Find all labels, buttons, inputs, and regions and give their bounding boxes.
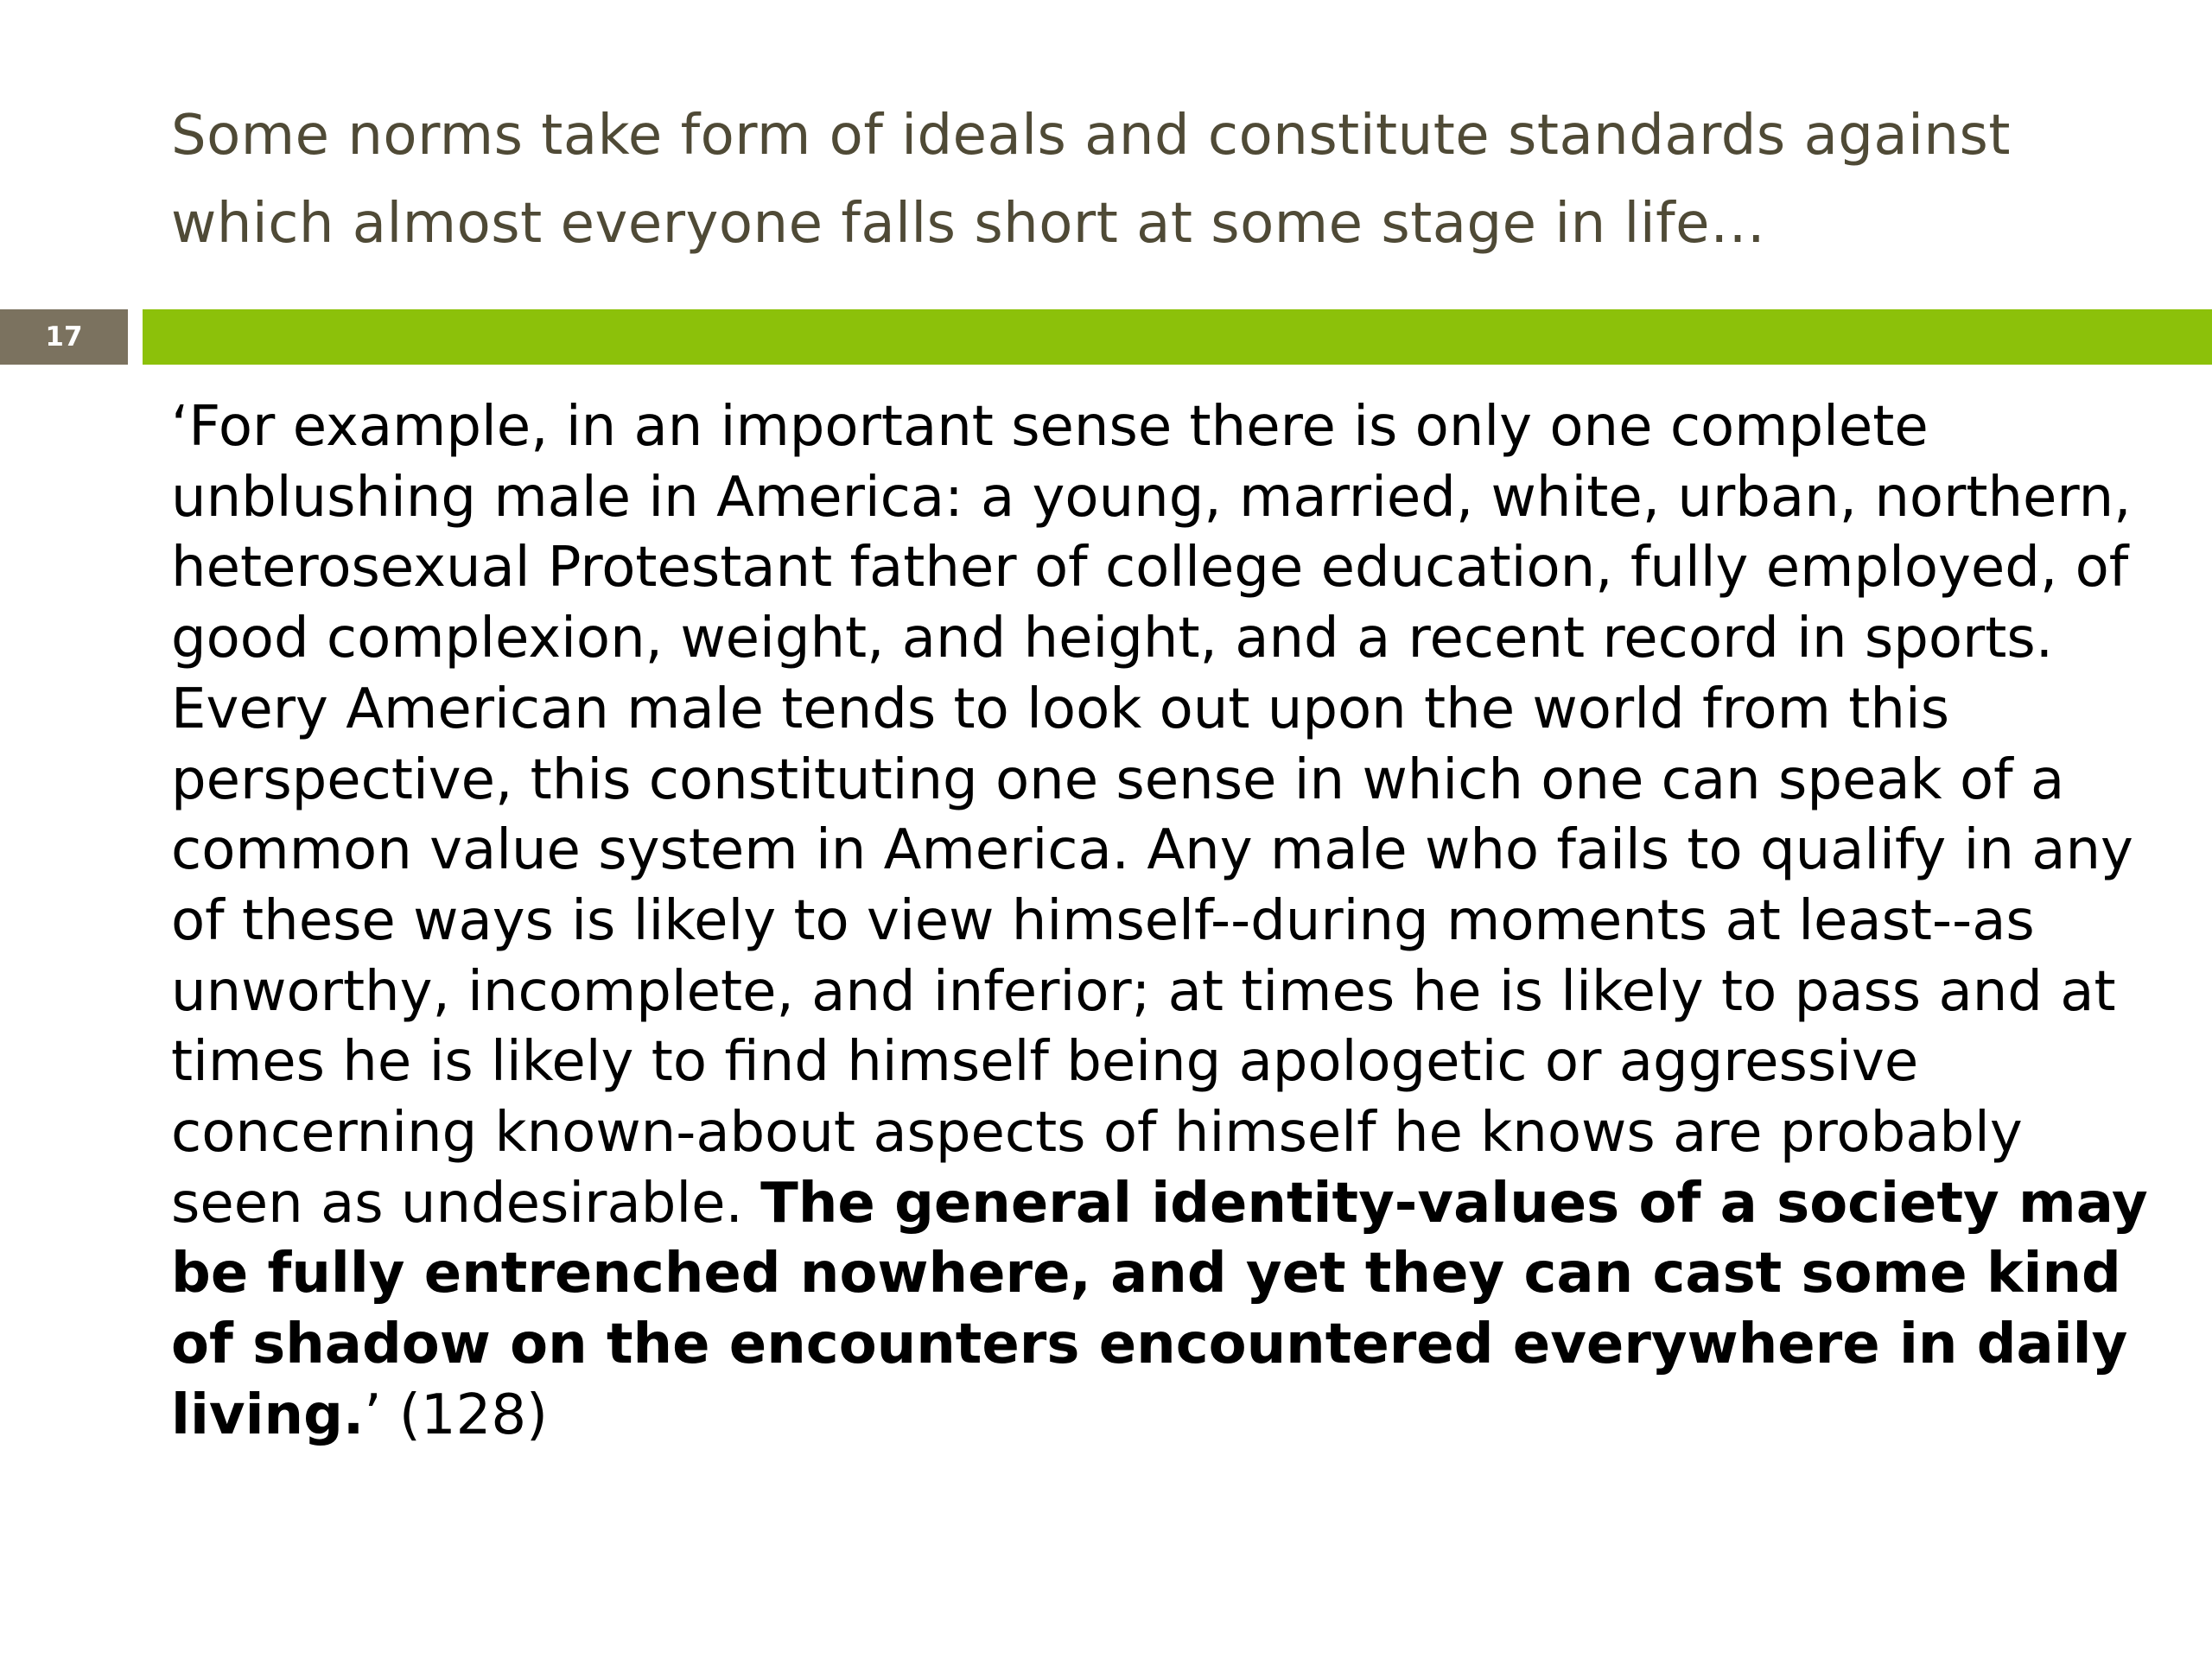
quote-bold-text: The general identity-values of a society may be fully entrenched nowhere, and yet they can cast some kind of shadow on the encounters encountered everywhere in daily living. [171,1171,2148,1447]
quote-regular-text: ‘For example, in an important sense there is only one complete unblushing male in America: a young, married, white, urban, northern, heterosexual Protestant father of college education, fully employed, of good complexion, weight, and height, and a recent record in sports. Every American male tends to look out upon the world from this perspective, this constituting one sense in which one can speak of a common value system in America. Any male who fails to qualify in any of these ways is likely to view himself--during moments at least--as unworthy, incomplete, and inferior; at times he is likely to pass and at times he is likely to find himself being apologetic or aggressive concerning known-about aspects of himself he knows are probably seen as undesirable. [171,395,2133,1236]
slide-title: Some norms take form of ideals and constitute standards against which almost everyone falls short at some stage in life… [171,104,2011,256]
slide-number: 17 [0,309,128,365]
quote-citation: ’ (128) [364,1382,548,1447]
accent-bar [143,309,2212,365]
quote-body [171,392,2158,1452]
